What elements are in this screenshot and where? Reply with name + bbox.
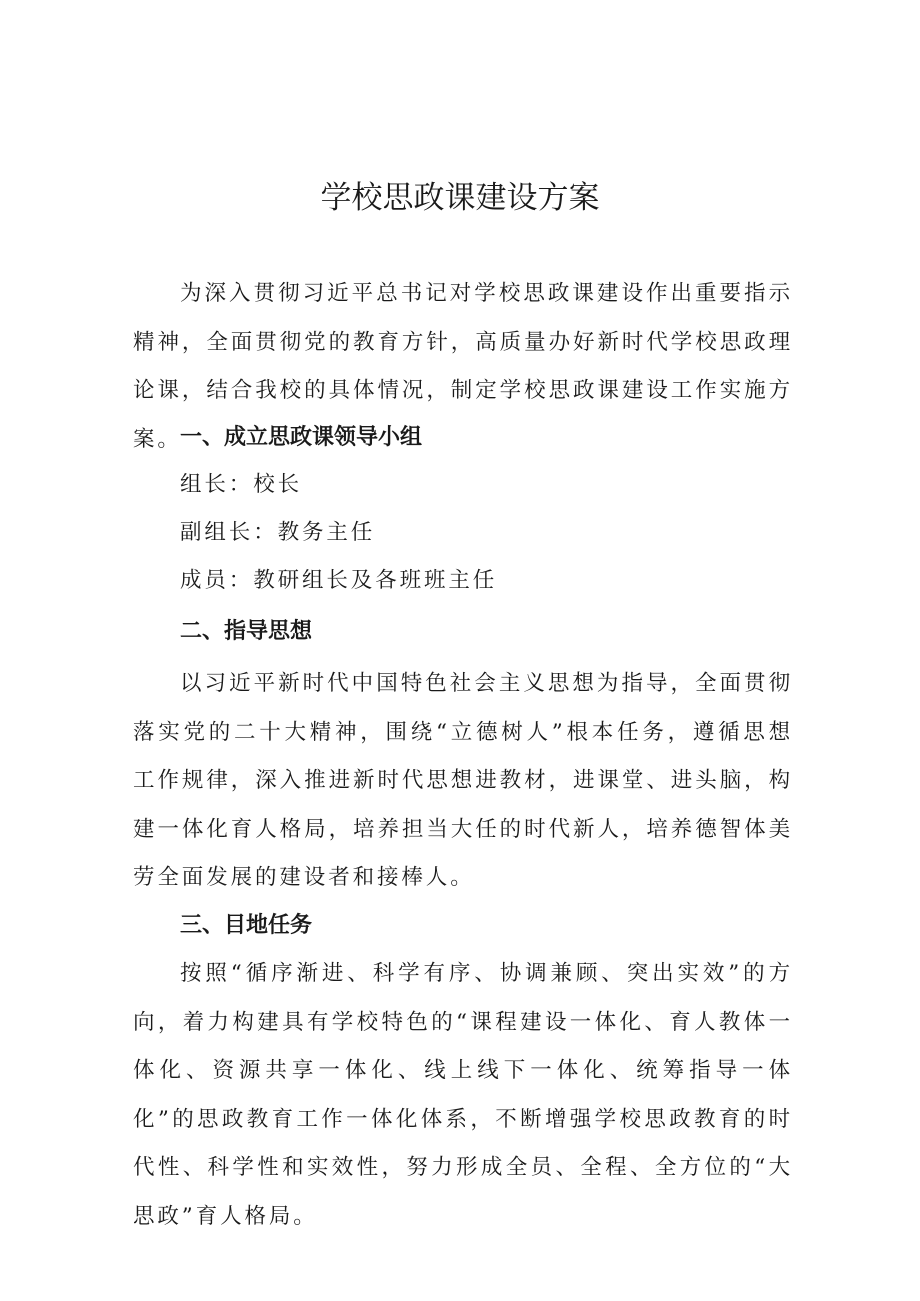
section2-paragraph: 以习近平新时代中国特色社会主义思想为指导，全面贯彻落实党的二十大精神，围绕“立德树人”根本任务，遵循思想工作规律，深入推进新时代思想进教材，进课堂、进头脑，构建一体化育人格局，培养担当大任的时代新人，培养德智体美劳全面发展的建设者和接棒人。 [133, 671, 793, 890]
members-line: 成员：教研组长及各班班主任 [180, 568, 498, 593]
leader-line: 组长：校长 [180, 472, 303, 497]
section2-heading: 二、指导思想 [180, 619, 313, 644]
section3-heading: 三、目地任务 [180, 913, 313, 938]
deputy-line: 副组长：教务主任 [180, 520, 376, 545]
intro-paragraph: 为深入贯彻习近平总书记对学校思政课建设作出重要指示精神，全面贯彻党的教育方针，高质量办好新时代学校思政理论课，结合我校的具体情况，制定学校思政课建设工作实施方案。 [133, 281, 793, 452]
document-title: 学校思政课建设方案 [320, 180, 600, 216]
section1-heading: 一、成立思政课领导小组 [180, 425, 423, 450]
section3-paragraph: 按照“循序渐进、科学有序、协调兼顾、突出实效”的方向，着力构建具有学校特色的“课程建设一体化、育人教体一体化、资源共享一体化、线上线下一体化、统筹指导一体化”的思政教育工作一体化体系，不断增强学校思政教育的时代性、科学性和实效性，努力形成全员、全程、全方位的“大思政”育人格局。 [133, 961, 793, 1229]
